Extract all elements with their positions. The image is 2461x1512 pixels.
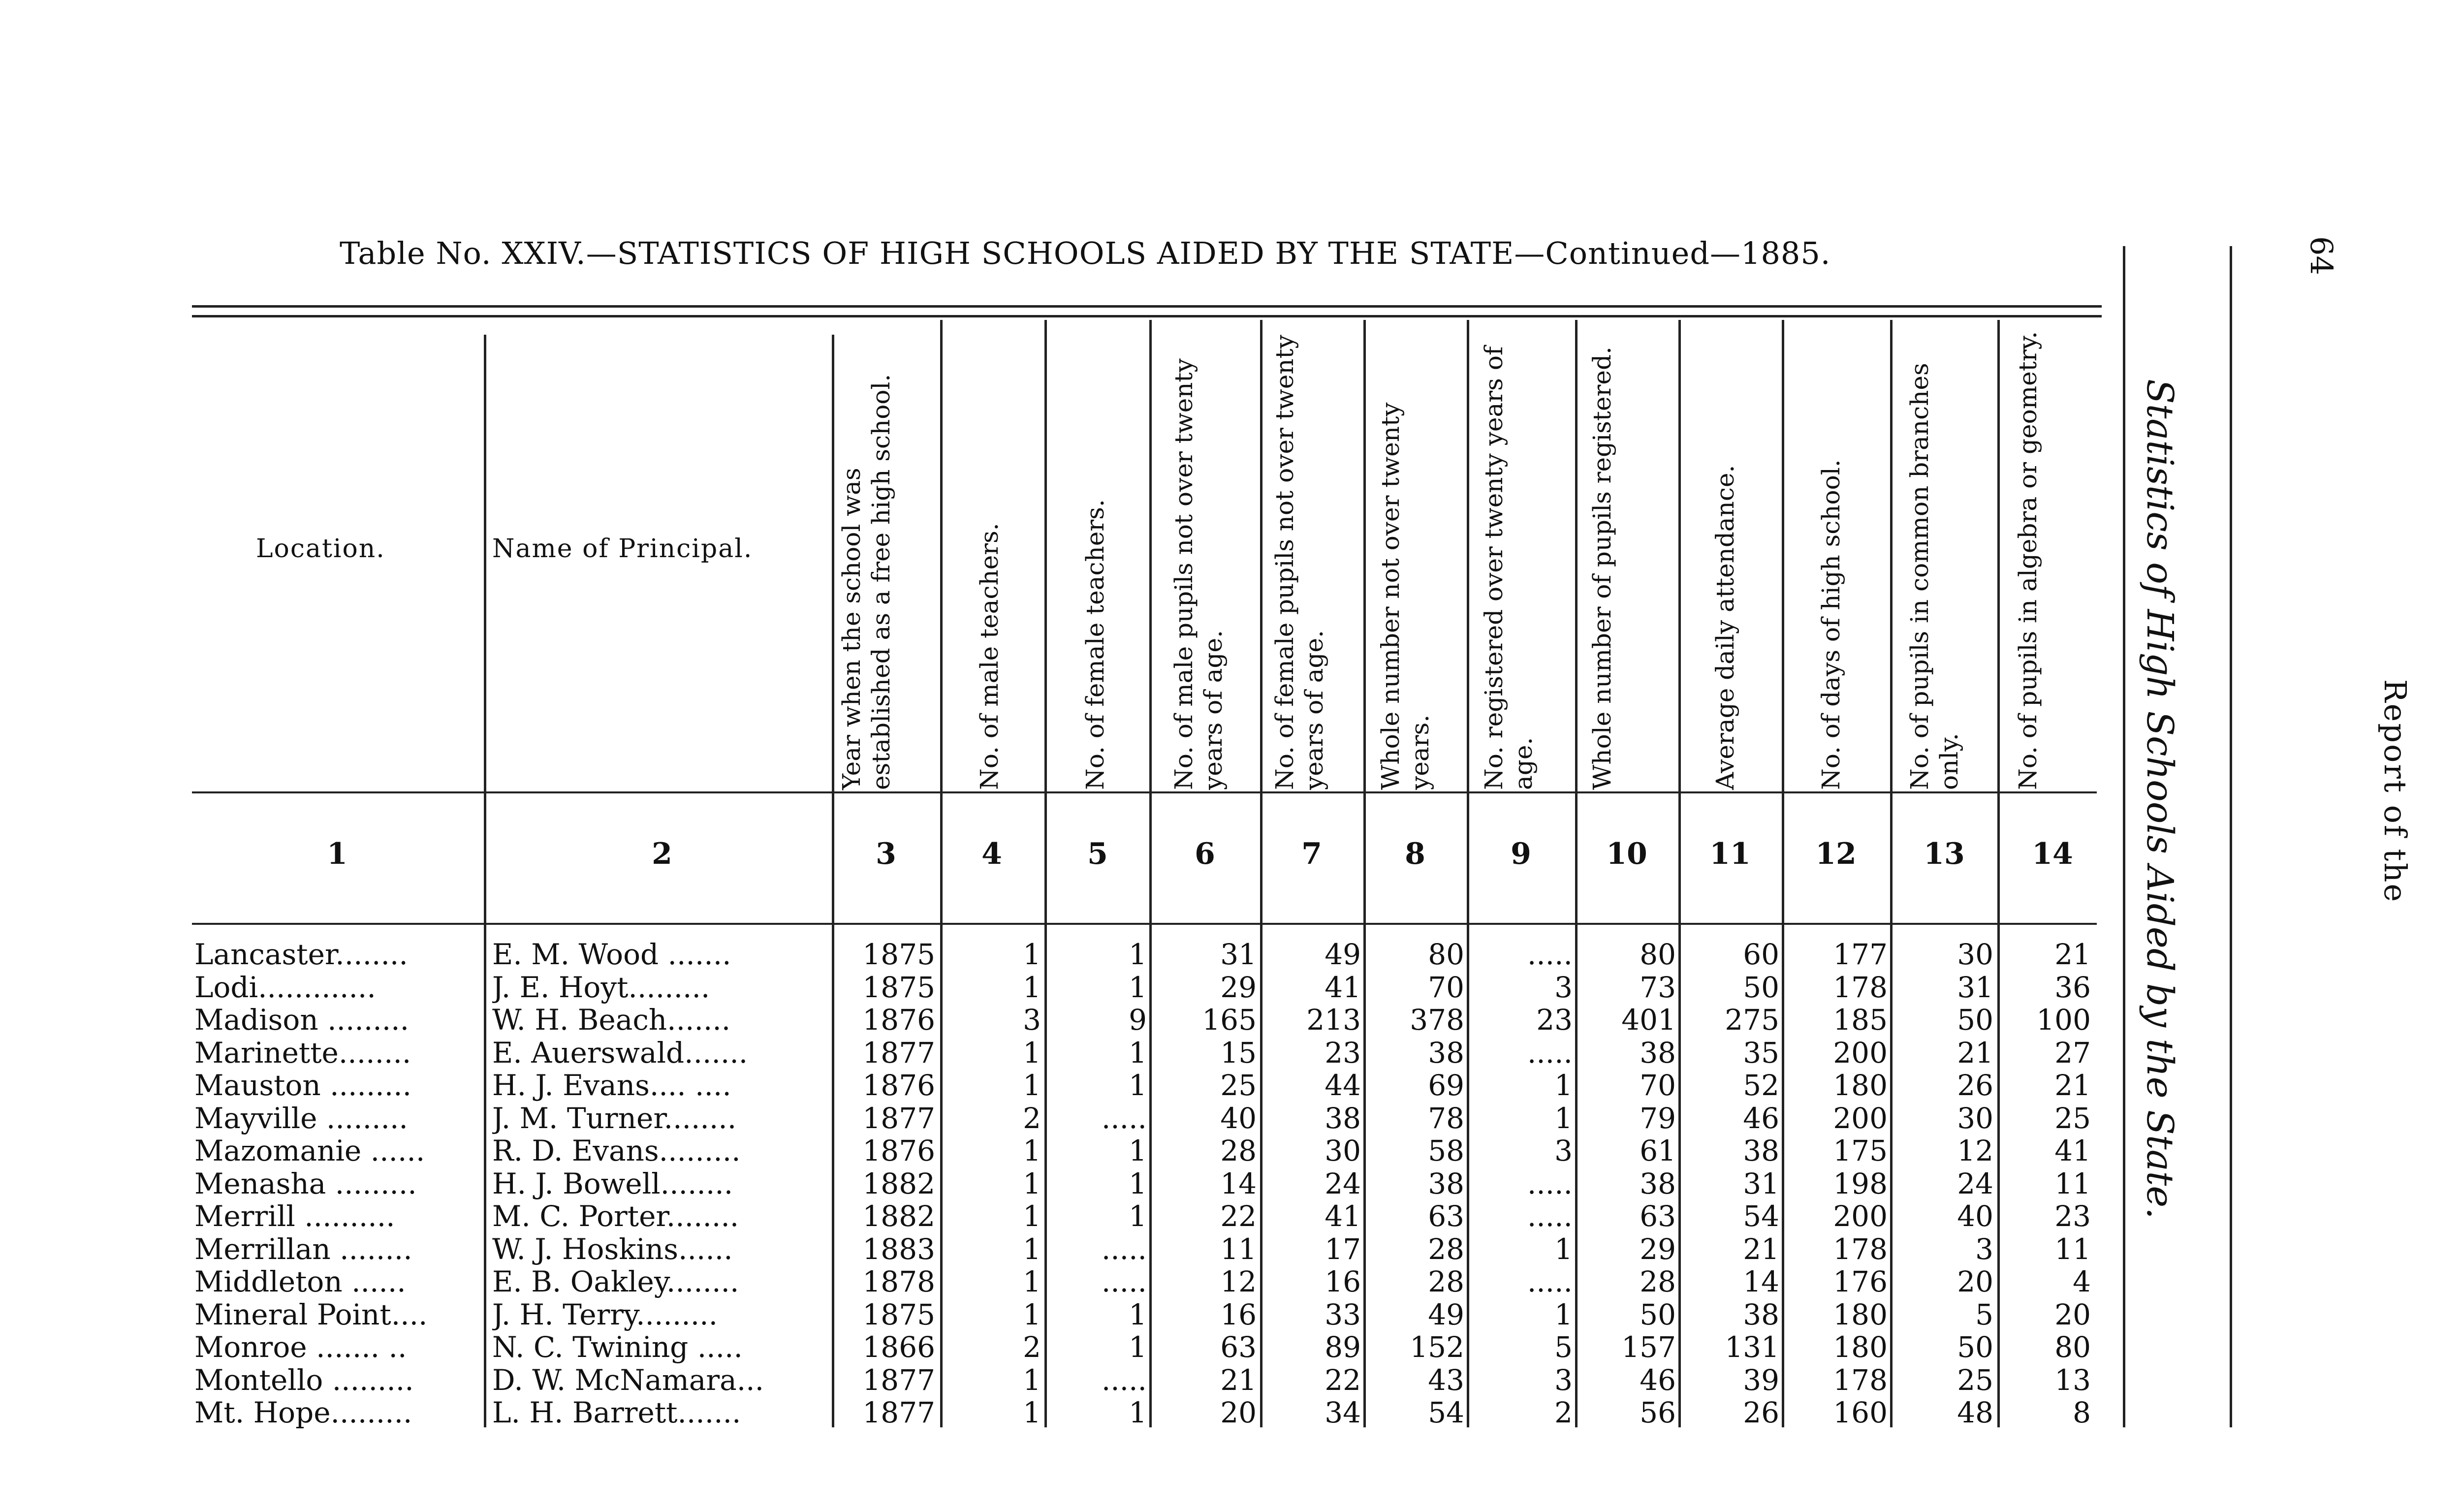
cell-year-established: 1878 [862, 1265, 935, 1298]
cell-year-established: 1866 [862, 1330, 935, 1364]
cell-common-branches: 26 [1957, 1069, 1993, 1102]
cell-principal: D. W. McNamara... [492, 1363, 764, 1397]
cell-registered-over-twenty: 3 [1554, 1363, 1573, 1397]
table-row [0, 1265, 2116, 1297]
table-row [0, 1167, 2116, 1199]
cell-common-branches: 31 [1957, 970, 1993, 1004]
cell-common-branches: 3 [1975, 1232, 1993, 1266]
cell-year-established: 1875 [862, 1297, 935, 1331]
table-row [0, 1036, 2116, 1069]
cell-male-teachers: 1 [1023, 1069, 1041, 1102]
cell-whole-registered: 63 [1640, 1199, 1676, 1233]
cell-common-branches: 24 [1957, 1166, 1993, 1200]
header-female-pupils: No. of female pupils not over twenty years of age. [1270, 335, 1328, 790]
table-row [0, 938, 2116, 970]
cell-female-pupils: 44 [1325, 1069, 1361, 1102]
cell-location: Mayville ......... [194, 1101, 408, 1135]
cell-registered-over-twenty: 2 [1554, 1396, 1573, 1429]
cell-algebra-geometry: 11 [2054, 1166, 2091, 1200]
cell-common-branches: 50 [1957, 1003, 1993, 1037]
cell-female-teachers: 1 [1129, 1199, 1147, 1233]
cell-common-branches: 21 [1957, 1036, 1993, 1070]
cell-female-teachers: 1 [1129, 970, 1147, 1004]
cell-average-attendance: 38 [1743, 1297, 1779, 1331]
cell-principal: E. M. Wood ....... [492, 938, 731, 971]
cell-male-pupils: 14 [1220, 1166, 1257, 1200]
cell-whole-under-twenty: 63 [1428, 1199, 1464, 1233]
header-whole-under-twenty: Whole number not over twenty years. [1376, 402, 1434, 790]
table-row [0, 1199, 2116, 1232]
cell-principal: W. J. Hoskins...... [492, 1232, 733, 1266]
cell-algebra-geometry: 27 [2054, 1036, 2091, 1070]
cell-whole-registered: 46 [1640, 1363, 1676, 1397]
header-average-attendance: Average daily attendance. [1711, 465, 1739, 790]
table-row [0, 1069, 2116, 1101]
cell-whole-registered: 70 [1640, 1069, 1676, 1102]
cell-year-established: 1877 [862, 1363, 935, 1397]
cell-year-established: 1876 [862, 1003, 935, 1037]
cell-days-of-school: 178 [1833, 1363, 1888, 1397]
cell-average-attendance: 54 [1743, 1199, 1779, 1233]
cell-whole-under-twenty: 378 [1410, 1003, 1464, 1037]
cell-female-teachers: 9 [1129, 1003, 1147, 1037]
header-year-established: Year when the school was established as a free high school. [837, 374, 895, 790]
table-row [0, 1330, 2116, 1363]
cell-common-branches: 48 [1957, 1396, 1993, 1429]
cell-whole-under-twenty: 80 [1428, 938, 1464, 971]
cell-common-branches: 30 [1957, 1101, 1993, 1135]
cell-male-teachers: 1 [1023, 1363, 1041, 1397]
cell-female-pupils: 33 [1325, 1297, 1361, 1331]
cell-whole-under-twenty: 54 [1428, 1396, 1464, 1429]
cell-female-pupils: 41 [1325, 970, 1361, 1004]
cell-days-of-school: 178 [1833, 970, 1888, 1004]
table-row [0, 1003, 2116, 1036]
cell-common-branches: 25 [1957, 1363, 1993, 1397]
cell-female-teachers: 1 [1129, 1297, 1147, 1331]
cell-principal: M. C. Porter........ [492, 1199, 739, 1233]
header-location: Location. [256, 534, 385, 564]
cell-registered-over-twenty: 1 [1554, 1101, 1573, 1135]
column-number: 8 [1405, 837, 1425, 871]
cell-days-of-school: 200 [1833, 1199, 1888, 1233]
table-row [0, 971, 2116, 1003]
cell-female-pupils: 16 [1325, 1265, 1361, 1298]
cell-registered-over-twenty: 1 [1554, 1232, 1573, 1266]
cell-whole-under-twenty: 28 [1428, 1265, 1464, 1298]
cell-year-established: 1877 [862, 1396, 935, 1429]
cell-registered-over-twenty: 1 [1554, 1297, 1573, 1331]
cell-location: Merrillan ........ [194, 1232, 412, 1266]
cell-average-attendance: 131 [1725, 1330, 1779, 1364]
cell-female-pupils: 23 [1325, 1036, 1361, 1070]
column-number: 2 [652, 837, 672, 871]
cell-whole-registered: 50 [1640, 1297, 1676, 1331]
column-number: 10 [1606, 837, 1647, 871]
cell-whole-registered: 29 [1640, 1232, 1676, 1266]
cell-location: Menasha ......... [194, 1166, 417, 1200]
header-male-teachers: No. of male teachers. [975, 523, 1004, 790]
cell-location: Mauston ......... [194, 1069, 412, 1102]
table-row [0, 1396, 2116, 1428]
cell-location: Madison ......... [194, 1003, 410, 1037]
cell-whole-under-twenty: 43 [1428, 1363, 1464, 1397]
cell-year-established: 1875 [862, 938, 935, 971]
cell-common-branches: 12 [1957, 1134, 1993, 1167]
cell-year-established: 1882 [862, 1166, 935, 1200]
cell-male-pupils: 22 [1220, 1199, 1257, 1233]
cell-average-attendance: 31 [1743, 1166, 1779, 1200]
cell-algebra-geometry: 25 [2054, 1101, 2091, 1135]
cell-year-established: 1877 [862, 1101, 935, 1135]
cell-male-pupils: 15 [1220, 1036, 1257, 1070]
column-number: 11 [1709, 837, 1751, 871]
cell-male-pupils: 165 [1202, 1003, 1257, 1037]
cell-male-teachers: 1 [1023, 1297, 1041, 1331]
cell-male-pupils: 12 [1220, 1265, 1257, 1298]
cell-male-teachers: 2 [1023, 1101, 1041, 1135]
cell-whole-registered: 79 [1640, 1101, 1676, 1135]
cell-year-established: 1883 [862, 1232, 935, 1266]
cell-days-of-school: 180 [1833, 1069, 1888, 1102]
header-days-of-school: No. of days of high school. [1817, 459, 1845, 790]
cell-whole-registered: 38 [1640, 1166, 1676, 1200]
column-number: 3 [876, 837, 896, 871]
cell-average-attendance: 21 [1743, 1232, 1779, 1266]
cell-principal: J. M. Turner........ [492, 1101, 737, 1135]
cell-location: Mt. Hope......... [194, 1396, 412, 1429]
cell-male-pupils: 11 [1220, 1232, 1257, 1266]
cell-male-pupils: 31 [1220, 938, 1257, 971]
cell-location: Mazomanie ...... [194, 1134, 425, 1167]
cell-male-pupils: 21 [1220, 1363, 1257, 1397]
cell-female-pupils: 22 [1325, 1363, 1361, 1397]
cell-male-pupils: 40 [1220, 1101, 1257, 1135]
cell-days-of-school: 177 [1833, 938, 1888, 971]
cell-registered-over-twenty: 3 [1554, 1134, 1573, 1167]
cell-common-branches: 20 [1957, 1265, 1993, 1298]
cell-female-teachers: 1 [1129, 1166, 1147, 1200]
cell-common-branches: 30 [1957, 938, 1993, 971]
cell-algebra-geometry: 21 [2054, 1069, 2091, 1102]
side-title: Statistics of High Schools Aided by the State. [2139, 379, 2181, 1219]
cell-average-attendance: 14 [1743, 1265, 1779, 1298]
cell-male-pupils: 16 [1220, 1297, 1257, 1331]
cell-female-teachers: 1 [1129, 1134, 1147, 1167]
cell-registered-over-twenty: 23 [1536, 1003, 1573, 1037]
column-number: 5 [1087, 837, 1108, 871]
cell-whole-under-twenty: 78 [1428, 1101, 1464, 1135]
cell-location: Merrill .......... [194, 1199, 395, 1233]
cell-days-of-school: 180 [1833, 1297, 1888, 1331]
cell-days-of-school: 200 [1833, 1101, 1888, 1135]
top-rule [192, 305, 2102, 308]
column-number: 12 [1815, 837, 1857, 871]
cell-algebra-geometry: 80 [2054, 1330, 2091, 1364]
colnum-bottom-rule [192, 923, 2097, 925]
cell-male-teachers: 1 [1023, 1265, 1041, 1298]
cell-days-of-school: 198 [1833, 1166, 1888, 1200]
cell-whole-under-twenty: 38 [1428, 1036, 1464, 1070]
cell-common-branches: 5 [1975, 1297, 1993, 1331]
cell-male-pupils: 28 [1220, 1134, 1257, 1167]
cell-female-teachers: 1 [1129, 1396, 1147, 1429]
cell-whole-registered: 38 [1640, 1036, 1676, 1070]
column-number: 14 [2032, 837, 2073, 871]
cell-days-of-school: 200 [1833, 1036, 1888, 1070]
cell-male-teachers: 1 [1023, 1166, 1041, 1200]
table-row [0, 1363, 2116, 1396]
cell-whole-under-twenty: 152 [1410, 1330, 1464, 1364]
cell-algebra-geometry: 100 [2036, 1003, 2091, 1037]
cell-location: Middleton ...... [194, 1265, 406, 1298]
cell-principal: H. J. Evans.... .... [492, 1069, 731, 1102]
table-row [0, 1102, 2116, 1134]
cell-average-attendance: 46 [1743, 1101, 1779, 1135]
cell-common-branches: 50 [1957, 1330, 1993, 1364]
cell-average-attendance: 35 [1743, 1036, 1779, 1070]
column-number: 7 [1301, 837, 1322, 871]
cell-whole-under-twenty: 49 [1428, 1297, 1464, 1331]
cell-location: Montello ......... [194, 1363, 414, 1397]
cell-algebra-geometry: 21 [2054, 938, 2091, 971]
cell-days-of-school: 178 [1833, 1232, 1888, 1266]
cell-female-pupils: 34 [1325, 1396, 1361, 1429]
cell-female-teachers: 1 [1129, 938, 1147, 971]
cell-algebra-geometry: 41 [2054, 1134, 2091, 1167]
cell-male-teachers: 1 [1023, 938, 1041, 971]
column-number: 9 [1511, 837, 1531, 871]
cell-female-pupils: 213 [1306, 1003, 1361, 1037]
column-number: 6 [1195, 837, 1215, 871]
cell-male-teachers: 1 [1023, 970, 1041, 1004]
cell-male-teachers: 1 [1023, 1396, 1041, 1429]
cell-female-teachers: 1 [1129, 1330, 1147, 1364]
cell-whole-registered: 56 [1640, 1396, 1676, 1429]
right-border [2123, 246, 2125, 1427]
cell-whole-under-twenty: 28 [1428, 1232, 1464, 1266]
cell-female-pupils: 30 [1325, 1134, 1361, 1167]
cell-female-pupils: 38 [1325, 1101, 1361, 1135]
cell-female-pupils: 89 [1325, 1330, 1361, 1364]
cell-principal: L. H. Barrett....... [492, 1396, 741, 1429]
cell-female-teachers: ..... [1101, 1363, 1147, 1397]
cell-average-attendance: 52 [1743, 1069, 1779, 1102]
header-female-teachers: No. of female teachers. [1081, 499, 1109, 790]
cell-days-of-school: 185 [1833, 1003, 1888, 1037]
cell-registered-over-twenty: ..... [1527, 1166, 1573, 1200]
cell-days-of-school: 180 [1833, 1330, 1888, 1364]
cell-male-pupils: 20 [1220, 1396, 1257, 1429]
cell-female-pupils: 41 [1325, 1199, 1361, 1233]
cell-principal: E. Auerswald....... [492, 1036, 748, 1070]
cell-average-attendance: 50 [1743, 970, 1779, 1004]
cell-average-attendance: 39 [1743, 1363, 1779, 1397]
cell-male-teachers: 1 [1023, 1199, 1041, 1233]
cell-algebra-geometry: 20 [2054, 1297, 2091, 1331]
column-number: 4 [981, 837, 1002, 871]
cell-male-pupils: 63 [1220, 1330, 1257, 1364]
cell-male-teachers: 1 [1023, 1036, 1041, 1070]
cell-whole-registered: 80 [1640, 938, 1676, 971]
header-common-branches: No. of pupils in common branches only. [1905, 363, 1963, 790]
header-whole-registered: Whole number of pupils registered. [1588, 346, 1616, 790]
cell-registered-over-twenty: ..... [1527, 938, 1573, 971]
cell-female-pupils: 17 [1325, 1232, 1361, 1266]
cell-female-teachers: ..... [1101, 1232, 1147, 1266]
cell-male-teachers: 1 [1023, 1232, 1041, 1266]
cell-female-teachers: ..... [1101, 1101, 1147, 1135]
cell-year-established: 1882 [862, 1199, 935, 1233]
top-rule-2 [192, 315, 2102, 317]
cell-location: Monroe ....... .. [194, 1330, 407, 1364]
cell-principal: E. B. Oakley........ [492, 1265, 739, 1298]
cell-male-teachers: 3 [1023, 1003, 1041, 1037]
cell-whole-registered: 401 [1621, 1003, 1676, 1037]
table-row [0, 1232, 2116, 1265]
cell-male-teachers: 1 [1023, 1134, 1041, 1167]
cell-location: Lodi............. [194, 970, 376, 1004]
cell-principal: R. D. Evans......... [492, 1134, 741, 1167]
cell-male-pupils: 25 [1220, 1069, 1257, 1102]
header-bottom-rule [192, 791, 2097, 793]
cell-principal: J. H. Terry......... [492, 1297, 718, 1331]
cell-year-established: 1876 [862, 1134, 935, 1167]
cell-location: Lancaster........ [194, 938, 408, 971]
cell-whole-registered: 157 [1621, 1330, 1676, 1364]
cell-whole-registered: 28 [1640, 1265, 1676, 1298]
cell-whole-under-twenty: 69 [1428, 1069, 1464, 1102]
cell-location: Marinette........ [194, 1036, 411, 1070]
cell-registered-over-twenty: ..... [1527, 1036, 1573, 1070]
page-number: 64 [2303, 236, 2339, 275]
cell-female-pupils: 49 [1325, 938, 1361, 971]
cell-registered-over-twenty: ..... [1527, 1199, 1573, 1233]
column-number: 13 [1924, 837, 1965, 871]
cell-days-of-school: 175 [1833, 1134, 1888, 1167]
cell-whole-under-twenty: 38 [1428, 1166, 1464, 1200]
cell-registered-over-twenty: 1 [1554, 1069, 1573, 1102]
cell-principal: N. C. Twining ..... [492, 1330, 743, 1364]
cell-average-attendance: 275 [1725, 1003, 1779, 1037]
cell-average-attendance: 38 [1743, 1134, 1779, 1167]
cell-male-teachers: 2 [1023, 1330, 1041, 1364]
column-number: 1 [327, 837, 347, 871]
cell-days-of-school: 160 [1833, 1396, 1888, 1429]
cell-whole-registered: 61 [1640, 1134, 1676, 1167]
header-registered-over-twenty: No. registered over twenty years of age. [1480, 346, 1538, 790]
cell-year-established: 1875 [862, 970, 935, 1004]
cell-female-teachers: 1 [1129, 1069, 1147, 1102]
cell-principal: J. E. Hoyt......... [492, 970, 710, 1004]
cell-registered-over-twenty: 5 [1554, 1330, 1573, 1364]
table-row [0, 1134, 2116, 1166]
header-male-pupils: No. of male pupils not over twenty years of age. [1169, 358, 1228, 790]
cell-year-established: 1877 [862, 1036, 935, 1070]
cell-female-teachers: ..... [1101, 1265, 1147, 1298]
table-title: Table No. XXIV.—STATISTICS OF HIGH SCHOOLS AIDED BY THE STATE—Continued—1885. [340, 235, 1831, 271]
cell-female-pupils: 24 [1325, 1166, 1361, 1200]
cell-year-established: 1876 [862, 1069, 935, 1102]
cell-algebra-geometry: 13 [2054, 1363, 2091, 1397]
cell-algebra-geometry: 36 [2054, 970, 2091, 1004]
header-algebra-geometry: No. of pupils in algebra or geometry. [2014, 331, 2042, 790]
cell-female-teachers: 1 [1129, 1036, 1147, 1070]
cell-common-branches: 40 [1957, 1199, 1993, 1233]
header-principal: Name of Principal. [492, 534, 753, 564]
cell-average-attendance: 26 [1743, 1396, 1779, 1429]
cell-average-attendance: 60 [1743, 938, 1779, 971]
cell-whole-under-twenty: 70 [1428, 970, 1464, 1004]
cell-algebra-geometry: 23 [2054, 1199, 2091, 1233]
cell-whole-registered: 73 [1640, 970, 1676, 1004]
cell-algebra-geometry: 11 [2054, 1232, 2091, 1266]
cell-principal: H. J. Bowell........ [492, 1166, 733, 1200]
cell-days-of-school: 176 [1833, 1265, 1888, 1298]
cell-whole-under-twenty: 58 [1428, 1134, 1464, 1167]
right-border-outer [2230, 246, 2232, 1427]
cell-algebra-geometry: 8 [2073, 1396, 2091, 1429]
cell-principal: W. H. Beach....... [492, 1003, 731, 1037]
cell-registered-over-twenty: ..... [1527, 1265, 1573, 1298]
cell-male-pupils: 29 [1220, 970, 1257, 1004]
cell-location: Mineral Point.... [194, 1297, 428, 1331]
cell-registered-over-twenty: 3 [1554, 970, 1573, 1004]
running-head: Report of the [2377, 679, 2413, 904]
cell-algebra-geometry: 4 [2073, 1265, 2091, 1298]
table-row [0, 1298, 2116, 1330]
